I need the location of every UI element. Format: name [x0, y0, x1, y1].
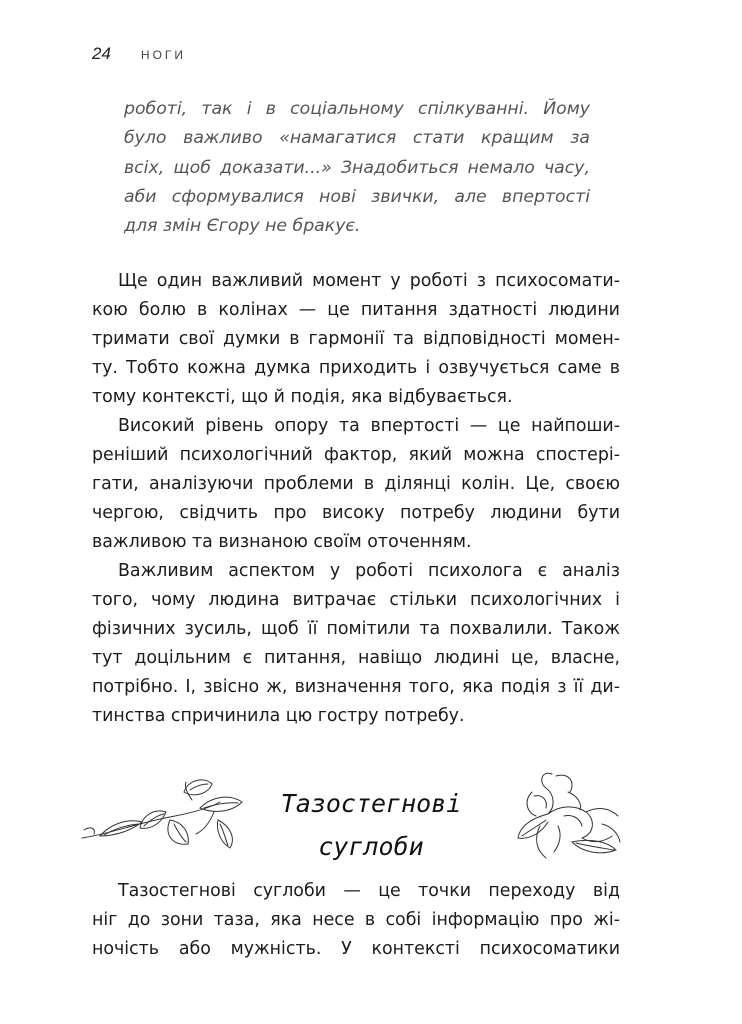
text-line: Важливим аспектом у роботі психолога є аналіз — [118, 561, 620, 581]
page-header — [92, 44, 186, 64]
text-line: тримати свої думки в гармонії та відповідності момен- — [92, 329, 620, 349]
text-line: ночість або мужність. У контексті психосоматики — [92, 939, 620, 959]
case-quote — [124, 95, 590, 241]
text-line: гати, аналізуючи проблеми в ділянці колін. Це, своєю — [92, 474, 620, 494]
quote-line: аби сформувалися нові звички, але впертості — [124, 186, 590, 207]
paragraph-2 — [92, 412, 620, 557]
text-line: того, чому людина витрачає стільки психологічних і — [92, 590, 620, 610]
paragraph-3 — [92, 557, 620, 731]
quote-line: було важливо «намагатися стати кращим за — [124, 128, 590, 149]
floral-ornament-right-icon — [512, 766, 627, 862]
text-line: ніг до зони таза, яка несе в собі інформацію про жі- — [92, 910, 620, 930]
section-title-line: Тазостегнові — [280, 789, 462, 818]
text-line: тут доцільним є питання, навіщо людині це, власне, — [92, 648, 620, 668]
paragraph-1 — [92, 267, 620, 412]
text-line: ту. Тобто кожна думка приходить і озвучується саме в — [92, 358, 620, 378]
text-line: тому контексті, що й подія, яка відбувається. — [92, 387, 513, 407]
text-line: потрібно. І, звісно ж, визначення того, яка подія з її ди- — [92, 677, 620, 697]
text-line: чергою, свідчить про високу потребу людини бути — [92, 503, 620, 523]
text-line: кою болю в колінах — це питання здатності людини — [92, 300, 620, 320]
page-number: 24 — [92, 44, 111, 63]
section-title-line: суглоби — [318, 832, 424, 861]
text-line: важливою та визнаною своїм оточенням. — [92, 532, 472, 552]
quote-line: всіх, щоб доказати...» Знадобиться немало часу, — [124, 157, 590, 178]
text-line: реніший психологічний фактор, який можна спостері- — [92, 445, 620, 465]
paragraph-4 — [92, 877, 620, 964]
text-line: Ще один важливий момент у роботі з психосомати- — [118, 271, 620, 291]
floral-ornament-left-icon — [80, 772, 250, 852]
quote-line: для змін Єгору не бракує. — [124, 216, 361, 237]
text-line: Тазостегнові суглоби — це точки переходу від — [118, 881, 620, 901]
text-line: Високий рівень опору та впертості — це найпоши- — [118, 416, 620, 436]
text-line: тинства спричинила цю гостру потребу. — [92, 706, 465, 726]
text-line: фізичних зусиль, щоб її помітили та похвалили. Також — [92, 619, 620, 639]
running-head: НОГИ — [140, 48, 187, 62]
quote-line: роботі, так і в соціальному спілкуванні. Йому — [124, 99, 590, 119]
section-title — [230, 782, 512, 868]
